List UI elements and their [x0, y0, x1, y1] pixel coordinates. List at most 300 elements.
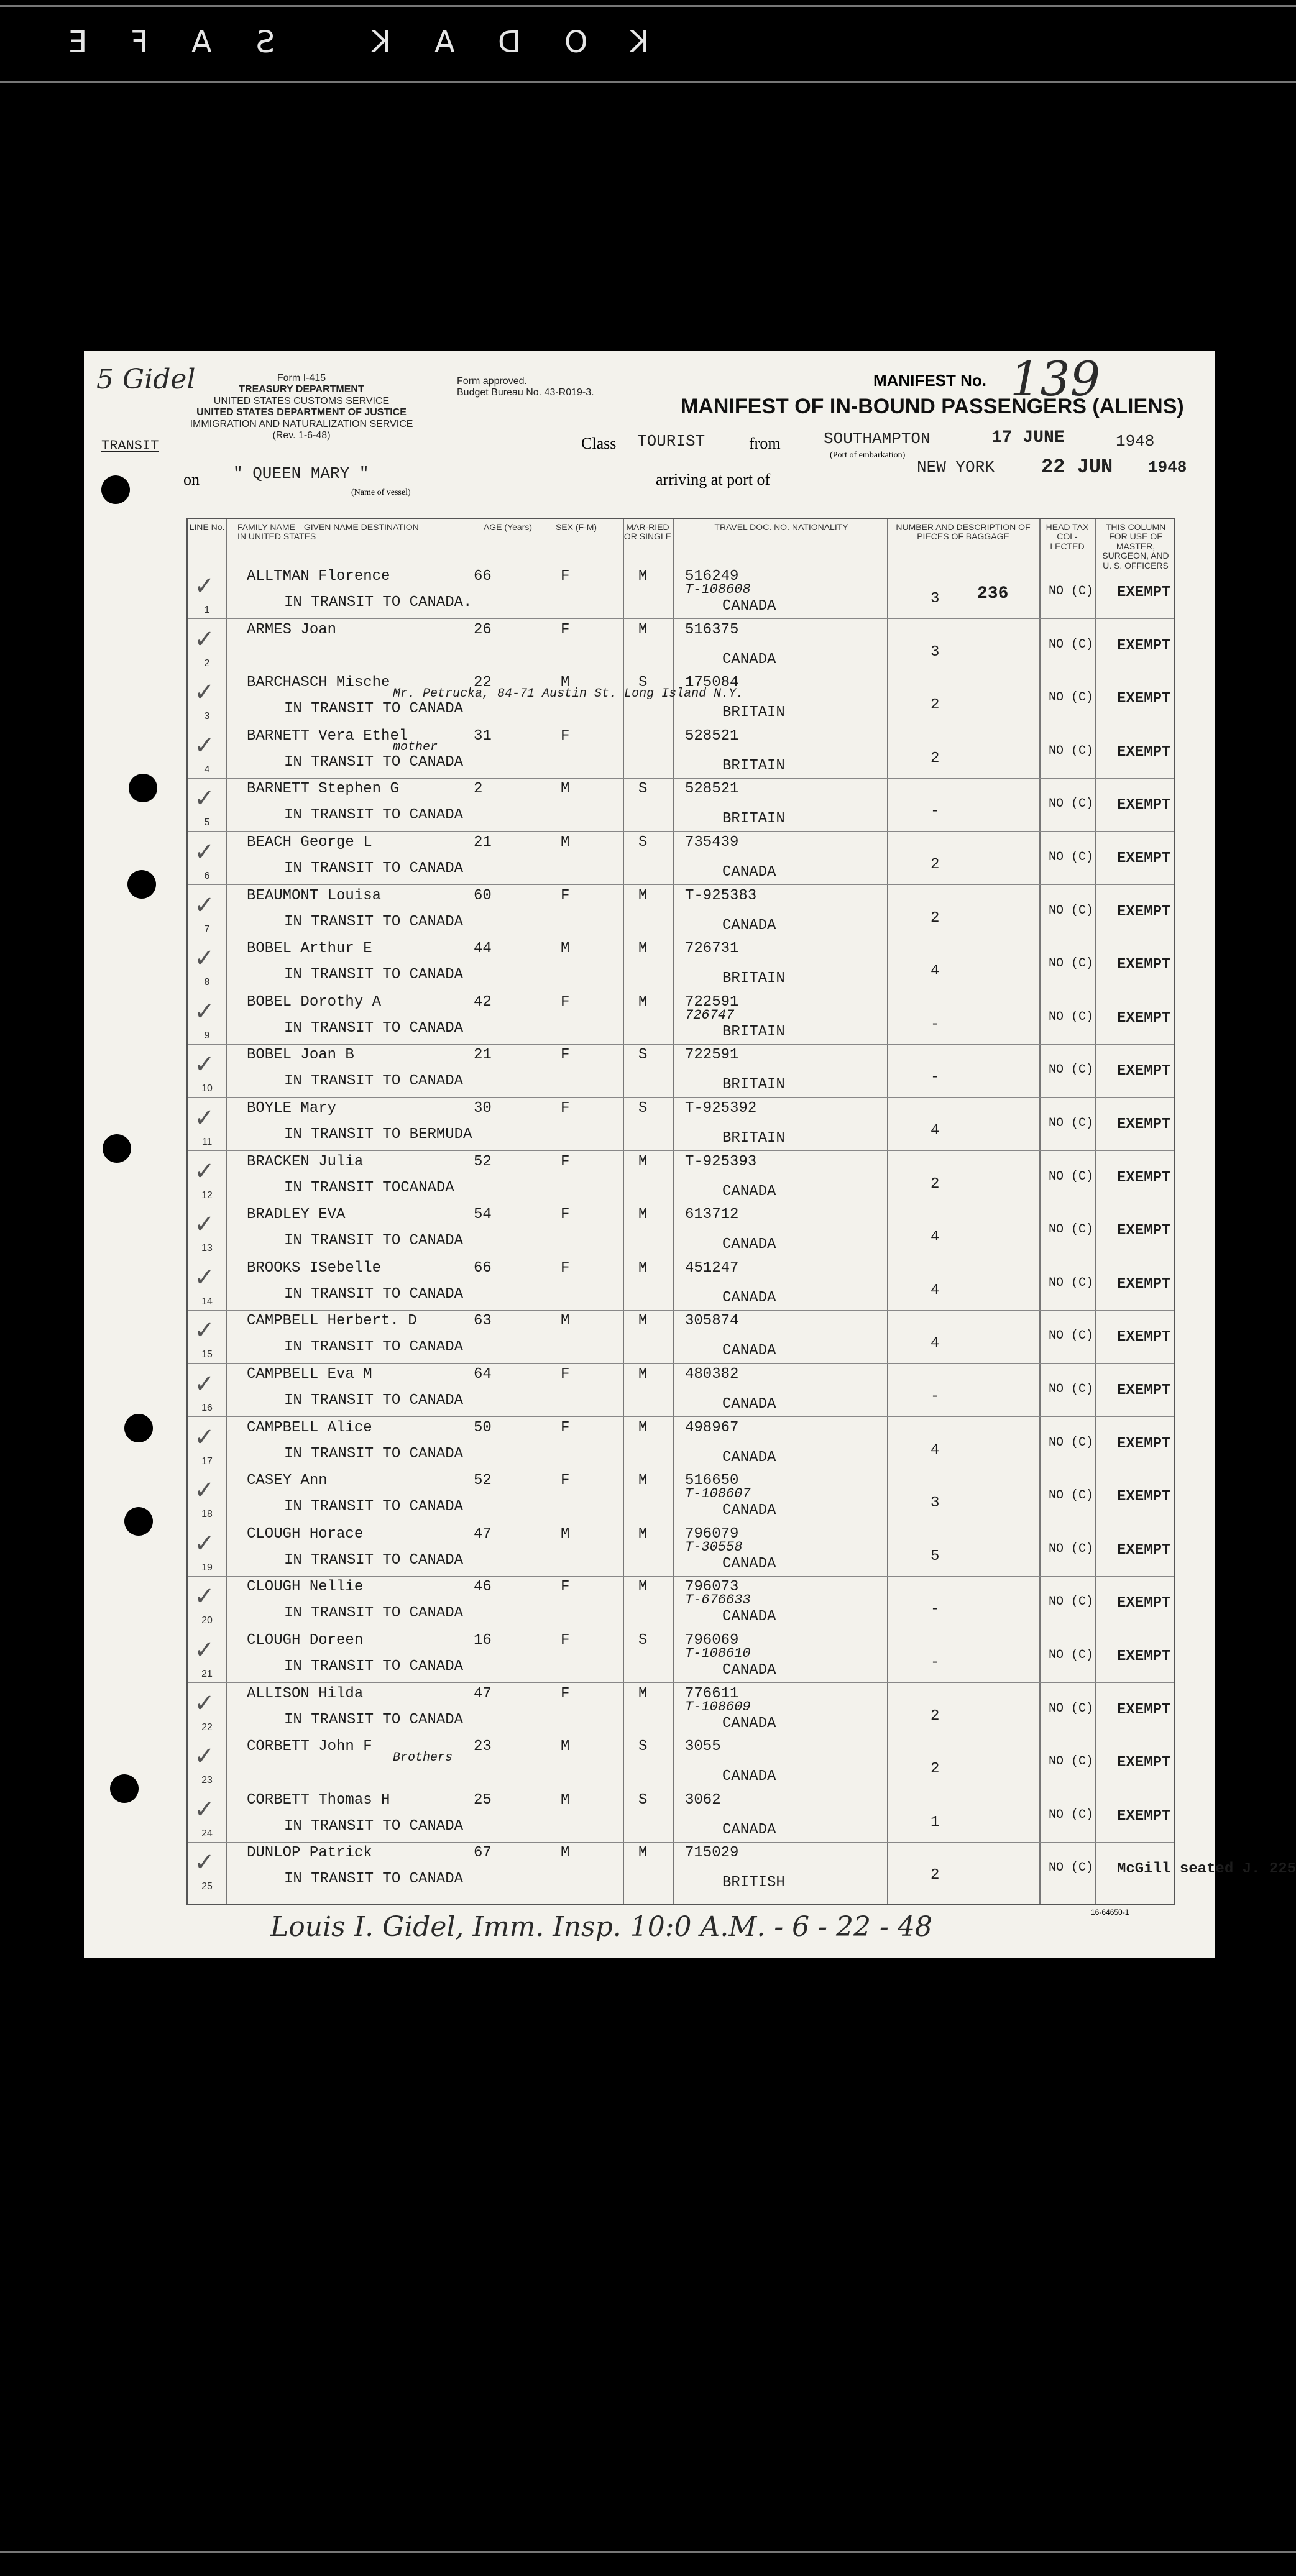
passenger-name: CAMPBELL Alice — [247, 1419, 372, 1436]
travel-doc: 516249 — [685, 568, 739, 585]
destination: IN TRANSIT TO CANADA — [284, 966, 464, 984]
passenger-sex: M — [561, 1791, 570, 1808]
destination: IN TRANSIT TO CANADA — [284, 1445, 464, 1462]
travel-doc: 735439 — [685, 834, 739, 851]
passenger-marital: M — [638, 1685, 648, 1702]
punch-hole — [103, 1134, 131, 1163]
officer-status: EXEMPT — [1117, 1754, 1171, 1772]
line-number: 5 — [204, 817, 210, 828]
col-headtax: HEAD TAX COL-LECTED — [1046, 522, 1089, 551]
head-tax: NO (C) — [1049, 584, 1094, 598]
passenger-marital: M — [638, 621, 648, 638]
baggage-count: - — [931, 1388, 940, 1405]
passenger-name: DUNLOP Patrick — [247, 1845, 372, 1862]
travel-doc: 498967 — [685, 1419, 739, 1436]
table-row — [188, 1789, 1174, 1843]
passenger-age: 21 — [474, 1047, 492, 1064]
passenger-sex: F — [561, 568, 570, 585]
passenger-marital: S — [638, 834, 648, 851]
vessel-caption: (Name of vessel) — [351, 488, 411, 497]
table-row — [188, 1204, 1174, 1257]
passenger-age: 23 — [474, 1738, 492, 1756]
passenger-name: BROOKS ISebelle — [247, 1259, 382, 1277]
passenger-sex: M — [561, 674, 570, 692]
passenger-age: 54 — [474, 1206, 492, 1224]
nationality: BRITAIN — [722, 970, 785, 988]
head-tax: NO (C) — [1049, 690, 1094, 705]
passenger-sex: F — [561, 1579, 570, 1596]
travel-doc: 613712 — [685, 1206, 739, 1224]
line-number: 3 — [204, 711, 210, 722]
nationality: CANADA — [722, 1662, 776, 1679]
travel-doc: 3062 — [685, 1791, 721, 1808]
passenger-sex: F — [561, 887, 570, 904]
line-number: 4 — [204, 764, 210, 775]
baggage-count: 4 — [931, 1441, 940, 1459]
nationality: CANADA — [722, 1608, 776, 1626]
officer-status: EXEMPT — [1117, 956, 1171, 974]
col-sex: SEX (F-M) — [555, 522, 597, 532]
arrival-date: 22 JUN — [1041, 456, 1113, 479]
head-tax: NO (C) — [1049, 1169, 1094, 1184]
nationality: CANADA — [722, 598, 776, 615]
destination: IN TRANSIT TO CANADA — [284, 1817, 464, 1835]
baggage-count: 2 — [931, 1867, 940, 1884]
destination: IN TRANSIT TO CANADA — [284, 860, 464, 877]
passenger-table — [186, 518, 1296, 1905]
travel-doc: 305874 — [685, 1313, 739, 1330]
punch-hole — [127, 870, 156, 899]
passenger-sex: M — [561, 1845, 570, 1862]
officer-status: EXEMPT — [1117, 1063, 1171, 1080]
passenger-marital: M — [638, 1153, 648, 1170]
passenger-age: 16 — [474, 1632, 492, 1649]
passenger-sex: F — [561, 1685, 570, 1702]
baggage-count: 1 — [931, 1813, 940, 1831]
passenger-name: BOYLE Mary — [247, 1100, 337, 1117]
officer-status: EXEMPT — [1117, 584, 1171, 601]
passenger-sex: F — [561, 1366, 570, 1383]
line-number: 22 — [201, 1721, 213, 1733]
check-mark-icon: ✓ — [194, 1689, 215, 1718]
destination: IN TRANSIT TO CANADA. — [284, 594, 472, 611]
travel-doc: 715029 — [685, 1845, 739, 1862]
travel-doc: 726731 — [685, 940, 739, 958]
destination: IN TRANSIT TO CANADA — [284, 1551, 464, 1569]
passenger-marital: S — [638, 1791, 648, 1808]
table-row — [188, 1310, 1174, 1364]
on-label: on — [183, 470, 200, 488]
passenger-sex: F — [561, 727, 570, 745]
passenger-sex: F — [561, 1259, 570, 1277]
punch-hole — [101, 475, 130, 504]
punch-hole — [110, 1774, 139, 1803]
passenger-marital: M — [638, 1366, 648, 1383]
arrival-year: 1948 — [1148, 458, 1187, 477]
table-row — [188, 566, 1174, 619]
transit-stamp: TRANSIT — [101, 438, 159, 454]
check-mark-icon: ✓ — [194, 1104, 215, 1132]
travel-doc: 451247 — [685, 1259, 739, 1277]
class-label: Class — [581, 434, 617, 452]
col-age: AGE (Years) — [483, 522, 533, 532]
table-row — [188, 1364, 1174, 1417]
passenger-name: ARMES Joan — [247, 621, 337, 638]
nationality: CANADA — [722, 1502, 776, 1519]
officer-status: EXEMPT — [1117, 690, 1171, 708]
line-number: 21 — [201, 1669, 213, 1679]
nationality: CANADA — [722, 1768, 776, 1785]
baggage-count: - — [931, 1601, 940, 1618]
head-tax: NO (C) — [1049, 1488, 1094, 1503]
check-mark-icon: ✓ — [194, 1157, 215, 1186]
check-mark-icon: ✓ — [194, 838, 215, 866]
baggage-count: 4 — [931, 1229, 940, 1246]
passenger-marital: M — [638, 993, 648, 1011]
table-row — [188, 725, 1174, 779]
line-number: 25 — [201, 1881, 213, 1892]
passenger-sex: M — [561, 940, 570, 958]
passenger-sex: F — [561, 1632, 570, 1649]
head-tax: NO (C) — [1049, 1222, 1094, 1237]
inspector-signature: Louis I. Gidel, Imm. Insp. 10:0 A.M. - 6 - 22 - 48 — [270, 1911, 932, 1943]
handwritten-note: mother — [393, 740, 438, 754]
baggage-count: 3 — [931, 590, 940, 607]
check-mark-icon: ✓ — [194, 1263, 215, 1292]
head-tax: NO (C) — [1049, 1116, 1094, 1130]
nationality: BRITAIN — [722, 810, 785, 828]
travel-doc: 3055 — [685, 1738, 721, 1756]
line-number: 9 — [204, 1030, 210, 1041]
baggage-count: 2 — [931, 909, 940, 927]
head-tax: NO (C) — [1049, 1275, 1094, 1290]
passenger-name: CLOUGH Doreen — [247, 1632, 364, 1649]
manifest-number-label: MANIFEST No. — [873, 371, 986, 390]
table-row — [188, 1417, 1174, 1470]
film-edge-text: KODAK SAFE — [25, 25, 650, 60]
passenger-age: 67 — [474, 1845, 492, 1862]
passenger-name: CORBETT John F — [247, 1738, 372, 1756]
officer-status: EXEMPT — [1117, 1435, 1171, 1452]
travel-doc-2: T-108607 — [685, 1486, 751, 1502]
passenger-sex: F — [561, 1153, 570, 1170]
head-tax: NO (C) — [1049, 1648, 1094, 1662]
passenger-age: 60 — [474, 887, 492, 904]
head-tax: NO (C) — [1049, 1063, 1094, 1078]
passenger-marital: M — [638, 1313, 648, 1330]
destination: IN TRANSIT TO CANADA — [284, 700, 464, 718]
check-mark-icon: ✓ — [194, 1423, 215, 1452]
travel-doc: 776611 — [685, 1685, 739, 1702]
passenger-name: BOBEL Dorothy A — [247, 993, 382, 1011]
passenger-marital: S — [638, 1738, 648, 1756]
line-number: 1 — [204, 605, 210, 615]
check-mark-icon: ✓ — [194, 944, 215, 973]
line-number: 23 — [201, 1775, 213, 1786]
officer-status: EXEMPT — [1117, 1116, 1171, 1133]
passenger-marital: M — [638, 568, 648, 585]
passenger-sex: F — [561, 993, 570, 1011]
passenger-name: CAMPBELL Herbert. D — [247, 1313, 417, 1330]
officer-status: EXEMPT — [1117, 1701, 1171, 1718]
check-mark-icon: ✓ — [194, 625, 215, 654]
passenger-marital: M — [638, 1419, 648, 1436]
passenger-sex: F — [561, 1100, 570, 1117]
officer-status: EXEMPT — [1117, 1595, 1171, 1612]
baggage-count: 2 — [931, 749, 940, 767]
line-number: 20 — [201, 1615, 213, 1626]
line-number: 16 — [201, 1403, 213, 1413]
table-row — [188, 885, 1174, 938]
depart-year: 1948 — [1116, 432, 1155, 451]
baggage-count: 2 — [931, 1175, 940, 1193]
travel-doc: 480382 — [685, 1366, 739, 1383]
baggage-count: 4 — [931, 963, 940, 980]
check-mark-icon: ✓ — [194, 1529, 215, 1558]
check-mark-icon: ✓ — [194, 1636, 215, 1664]
passenger-name: BARCHASCH Mische — [247, 674, 390, 692]
officer-status: EXEMPT — [1117, 1275, 1171, 1293]
destination: IN TRANSIT TO CANADA — [284, 1711, 464, 1728]
approval-block: Form approved. Budget Bureau No. 43-R019-3. — [457, 376, 594, 398]
passenger-age: 47 — [474, 1525, 492, 1542]
passenger-name: ALLTMAN Florence — [247, 568, 390, 585]
check-mark-icon: ✓ — [194, 1210, 215, 1239]
baggage-count: 2 — [931, 1761, 940, 1778]
officer-status: EXEMPT — [1117, 1648, 1171, 1665]
officer-status: EXEMPT — [1117, 850, 1171, 867]
line-number: 10 — [201, 1083, 213, 1094]
destination: IN TRANSIT TO CANADA — [284, 1232, 464, 1250]
head-tax: NO (C) — [1049, 956, 1094, 971]
passenger-name: BOBEL Joan B — [247, 1047, 354, 1064]
passenger-age: 2 — [474, 781, 483, 798]
passenger-marital: M — [638, 1845, 648, 1862]
destination: IN TRANSIT TO CANADA — [284, 807, 464, 824]
check-mark-icon: ✓ — [194, 1050, 215, 1079]
passenger-name: BRACKEN Julia — [247, 1153, 364, 1170]
nationality: CANADA — [722, 1396, 776, 1413]
travel-doc: 796079 — [685, 1525, 739, 1542]
baggage-count: - — [931, 1015, 940, 1033]
nationality: CANADA — [722, 1821, 776, 1838]
table-row — [188, 1683, 1174, 1736]
col-married: MAR-RIED OR SINGLE — [623, 522, 672, 542]
line-number: 17 — [201, 1455, 213, 1467]
destination: IN TRANSIT TO CANADA — [284, 1498, 464, 1516]
check-mark-icon: ✓ — [194, 678, 215, 707]
nationality: CANADA — [722, 1342, 776, 1360]
passenger-marital: M — [638, 1472, 648, 1490]
table-row — [188, 619, 1174, 672]
destination: IN TRANSIT TO BERMUDA — [284, 1126, 472, 1143]
travel-doc: T-925383 — [685, 887, 757, 904]
passenger-name: CLOUGH Horace — [247, 1525, 364, 1542]
col-travel: TRAVEL DOC. NO. NATIONALITY — [714, 522, 848, 532]
passenger-marital: S — [638, 1047, 648, 1064]
officer-status: EXEMPT — [1117, 1382, 1171, 1399]
table-row — [188, 1629, 1174, 1683]
baggage-count: 2 — [931, 697, 940, 714]
travel-doc-2: T-108609 — [685, 1698, 751, 1715]
line-number: 11 — [201, 1137, 213, 1147]
destination: IN TRANSIT TO CANADA — [284, 1019, 464, 1037]
check-mark-icon: ✓ — [194, 1795, 215, 1824]
passenger-age: 50 — [474, 1419, 492, 1436]
passenger-sex: F — [561, 1206, 570, 1224]
table-row — [188, 938, 1174, 991]
officer-status: EXEMPT — [1117, 1541, 1171, 1559]
passenger-age: 63 — [474, 1313, 492, 1330]
destination: IN TRANSIT TO CANADA — [284, 753, 464, 771]
head-tax: NO (C) — [1049, 637, 1094, 652]
destination: IN TRANSIT TO CANADA — [284, 1658, 464, 1675]
dept-block: Form I-415 TREASURY DEPARTMENT UNITED STATES CUSTOMS SERVICE UNITED STATES DEPARTMENT OF JUSTICE IMMIGRATION AND NATURALIZATION SERVICE (Rev. 1-6-48) — [190, 373, 413, 441]
officer-status: EXEMPT — [1117, 1169, 1171, 1186]
nationality: BRITAIN — [722, 1130, 785, 1147]
nationality: CANADA — [722, 1449, 776, 1466]
officer-status: EXEMPT — [1117, 1329, 1171, 1346]
check-mark-icon: ✓ — [194, 1476, 215, 1505]
table-row — [188, 832, 1174, 885]
corner-handwriting: 5 Gidel — [96, 364, 196, 395]
from-label: from — [749, 434, 781, 452]
baggage-count: 5 — [931, 1547, 940, 1565]
class-value: TOURIST — [637, 432, 705, 451]
destination: IN TRANSIT TO CANADA — [284, 913, 464, 930]
passenger-sex: F — [561, 621, 570, 638]
table-row — [188, 1151, 1174, 1204]
check-mark-icon: ✓ — [194, 1316, 215, 1345]
nationality: BRITAIN — [722, 1076, 785, 1094]
form-code: 16-64650-1 — [1091, 1908, 1129, 1917]
passenger-name: CORBETT Thomas H — [247, 1791, 390, 1808]
head-tax: NO (C) — [1049, 1807, 1094, 1822]
check-mark-icon: ✓ — [194, 572, 215, 600]
travel-doc-2: 726747 — [685, 1007, 735, 1023]
officer-status: EXEMPT — [1117, 797, 1171, 814]
passenger-age: 22 — [474, 674, 492, 692]
punch-hole — [129, 774, 157, 802]
baggage-count: 4 — [931, 1335, 940, 1352]
passenger-name: BOBEL Arthur E — [247, 940, 372, 958]
nationality: CANADA — [722, 1236, 776, 1254]
passenger-sex: M — [561, 834, 570, 851]
passenger-name: ALLISON Hilda — [247, 1685, 364, 1702]
passenger-marital: M — [638, 1206, 648, 1224]
baggage-count: - — [931, 1069, 940, 1086]
travel-doc: 722591 — [685, 993, 739, 1011]
arrival-port: NEW YORK — [917, 458, 995, 477]
head-tax: NO (C) — [1049, 850, 1094, 864]
passenger-marital: M — [638, 1259, 648, 1277]
check-mark-icon: ✓ — [194, 1582, 215, 1611]
check-mark-icon: ✓ — [194, 1370, 215, 1398]
line-number: 18 — [201, 1509, 213, 1520]
head-tax: NO (C) — [1049, 1754, 1094, 1769]
table-row — [188, 672, 1174, 725]
passenger-marital: M — [638, 1579, 648, 1596]
check-mark-icon: ✓ — [194, 1742, 215, 1771]
passenger-name: CLOUGH Nellie — [247, 1579, 364, 1596]
officer-status: EXEMPT — [1117, 1222, 1171, 1240]
nationality: BRITISH — [722, 1874, 785, 1892]
passenger-marital: M — [638, 940, 648, 958]
table-row — [188, 1098, 1174, 1151]
destination: IN TRANSIT TO CANADA — [284, 1339, 464, 1356]
destination: IN TRANSIT TO CANADA — [284, 1073, 464, 1090]
travel-doc-2: T-108610 — [685, 1646, 751, 1661]
line-number: 8 — [204, 977, 210, 988]
officer-status: McGill seated J. 225 — [1117, 1861, 1296, 1878]
officer-status: EXEMPT — [1117, 903, 1171, 920]
destination: IN TRANSIT TO CANADA — [284, 1285, 464, 1303]
baggage-count: 4 — [931, 1122, 940, 1139]
col-name: FAMILY NAME—GIVEN NAME DESTINATION IN UNITED STATES — [237, 522, 419, 542]
passenger-age: 52 — [474, 1153, 492, 1170]
line-number: 19 — [201, 1562, 213, 1573]
page-title: MANIFEST OF IN-BOUND PASSENGERS (ALIENS) — [681, 395, 1184, 418]
passenger-name: CASEY Ann — [247, 1472, 328, 1490]
passenger-marital: S — [638, 1632, 648, 1649]
punch-hole — [124, 1414, 153, 1442]
travel-doc: 516650 — [685, 1472, 739, 1490]
line-number: 2 — [204, 658, 210, 669]
passenger-age: 25 — [474, 1791, 492, 1808]
passenger-age: 66 — [474, 568, 492, 585]
nationality: CANADA — [722, 917, 776, 934]
passenger-sex: F — [561, 1419, 570, 1436]
nationality: CANADA — [722, 1555, 776, 1572]
travel-doc: T-925392 — [685, 1100, 757, 1117]
head-tax: NO (C) — [1049, 1541, 1094, 1556]
travel-doc: 528521 — [685, 781, 739, 798]
passenger-age: 52 — [474, 1472, 492, 1490]
passenger-age: 47 — [474, 1685, 492, 1702]
table-row — [188, 991, 1174, 1045]
officer-status: EXEMPT — [1117, 743, 1171, 761]
nationality: BRITAIN — [722, 757, 785, 774]
manifest-number: 139 — [1010, 351, 1101, 406]
col-line: LINE No. — [189, 522, 225, 532]
head-tax: NO (C) — [1049, 1382, 1094, 1396]
head-tax: NO (C) — [1049, 1861, 1094, 1876]
travel-doc: 516375 — [685, 621, 739, 638]
travel-doc-2: T-30558 — [685, 1539, 743, 1555]
table-row — [188, 1257, 1174, 1311]
destination: IN TRANSIT TO CANADA — [284, 1605, 464, 1622]
passenger-age: 42 — [474, 993, 492, 1011]
passenger-age: 44 — [474, 940, 492, 958]
travel-doc-2: T-108608 — [685, 582, 751, 597]
nationality: CANADA — [722, 651, 776, 668]
table-row — [188, 1044, 1174, 1098]
passenger-marital: S — [638, 1100, 648, 1117]
passenger-name: BEAUMONT Louisa — [247, 887, 382, 904]
travel-doc-2: T-676633 — [685, 1592, 751, 1608]
from-value: SOUTHAMPTON — [824, 429, 931, 448]
baggage-count: 4 — [931, 1281, 940, 1299]
travel-doc: 796073 — [685, 1579, 739, 1596]
depart-date: 17 JUNE — [991, 428, 1065, 447]
col-officers: THIS COLUMN FOR USE OF MASTER, SURGEON, AND U. S. OFFICERS — [1102, 522, 1169, 571]
head-tax: NO (C) — [1049, 903, 1094, 918]
punch-hole — [124, 1507, 153, 1536]
baggage-count: 3 — [931, 643, 940, 661]
passenger-age: 21 — [474, 834, 492, 851]
passenger-name: CAMPBELL Eva M — [247, 1366, 372, 1383]
line-number: 15 — [201, 1349, 213, 1360]
